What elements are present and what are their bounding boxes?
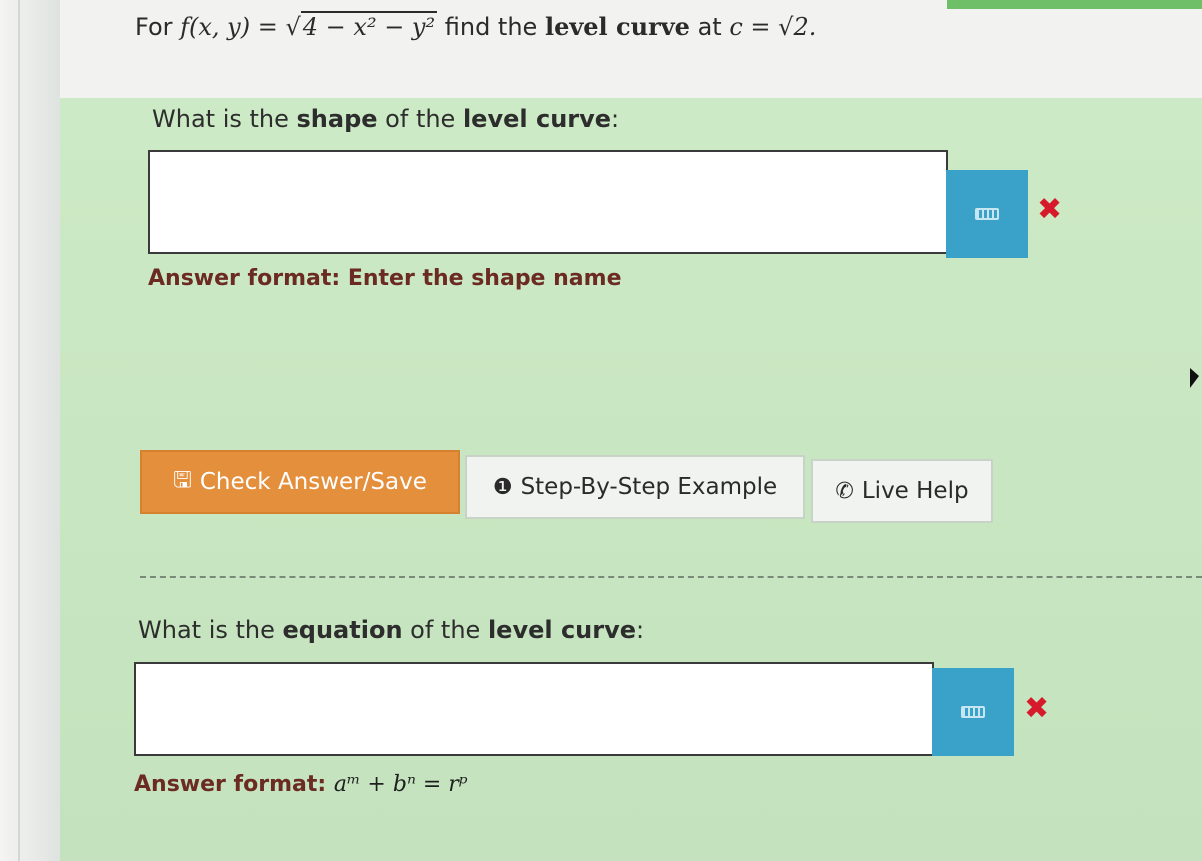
prompt-bold-shape: shape xyxy=(296,105,378,133)
equation-keyboard-button[interactable] xyxy=(932,668,1014,756)
check-answer-label: Check Answer/Save xyxy=(199,469,427,495)
section-divider xyxy=(140,576,1202,578)
save-icon: 🖫 xyxy=(173,468,192,493)
close-icon: ✖ xyxy=(1024,691,1050,726)
prompt-bold-equation: equation xyxy=(282,616,403,644)
problem-prefix: For xyxy=(135,13,173,41)
problem-term: level curve xyxy=(544,12,690,41)
shape-clear-button[interactable] xyxy=(1037,192,1063,227)
prompt-text: of the xyxy=(402,616,488,644)
prompt-colon: : xyxy=(611,105,620,133)
keyboard-icon xyxy=(961,706,985,718)
answer-format-label: Answer format: xyxy=(134,772,334,797)
info-icon: ❶ xyxy=(492,474,513,500)
equation-answer-input[interactable] xyxy=(134,662,934,756)
step-by-step-label: Step-By-Step Example xyxy=(520,474,778,500)
problem-at: at xyxy=(697,13,730,41)
live-help-label: Live Help xyxy=(861,478,969,504)
shape-answer-format: Answer format: Enter the shape name xyxy=(148,266,622,291)
close-icon: ✖ xyxy=(1037,192,1063,227)
prompt-text: What is the xyxy=(138,616,283,644)
prompt-text: of the xyxy=(377,105,463,133)
problem-c-value: c = √2. xyxy=(729,13,817,41)
keyboard-icon xyxy=(975,208,999,220)
prompt-colon: : xyxy=(636,616,645,644)
problem-statement: For f(x, y) = √4 − x² − y² find the level curve at c = √2. xyxy=(135,12,817,41)
problem-function: f(x, y) = xyxy=(180,13,286,41)
problem-radicand: 4 − x² − y² xyxy=(302,13,436,41)
prompt-bold-level-curve: level curve xyxy=(487,616,637,644)
answer-format-math: aᵐ + bⁿ = rᵖ xyxy=(333,772,468,797)
mouse-cursor-icon xyxy=(1190,368,1199,388)
header-accent-bar xyxy=(947,0,1202,9)
problem-middle: find the xyxy=(437,13,545,41)
equation-answer-format xyxy=(134,772,468,797)
check-answer-save-button[interactable] xyxy=(140,450,460,514)
shape-keyboard-button[interactable] xyxy=(946,170,1028,258)
bezel-edge xyxy=(18,0,20,861)
equation-clear-button[interactable] xyxy=(1024,691,1050,726)
question-equation-prompt xyxy=(138,616,644,644)
question-shape-prompt xyxy=(152,105,619,133)
live-help-button[interactable] xyxy=(811,459,993,523)
step-by-step-button[interactable] xyxy=(465,455,805,519)
prompt-text: What is the xyxy=(152,105,297,133)
phone-icon: ✆ xyxy=(835,478,854,504)
screen-bezel xyxy=(0,0,60,861)
shape-answer-input[interactable] xyxy=(148,150,948,254)
prompt-bold-level-curve: level curve xyxy=(462,105,612,133)
